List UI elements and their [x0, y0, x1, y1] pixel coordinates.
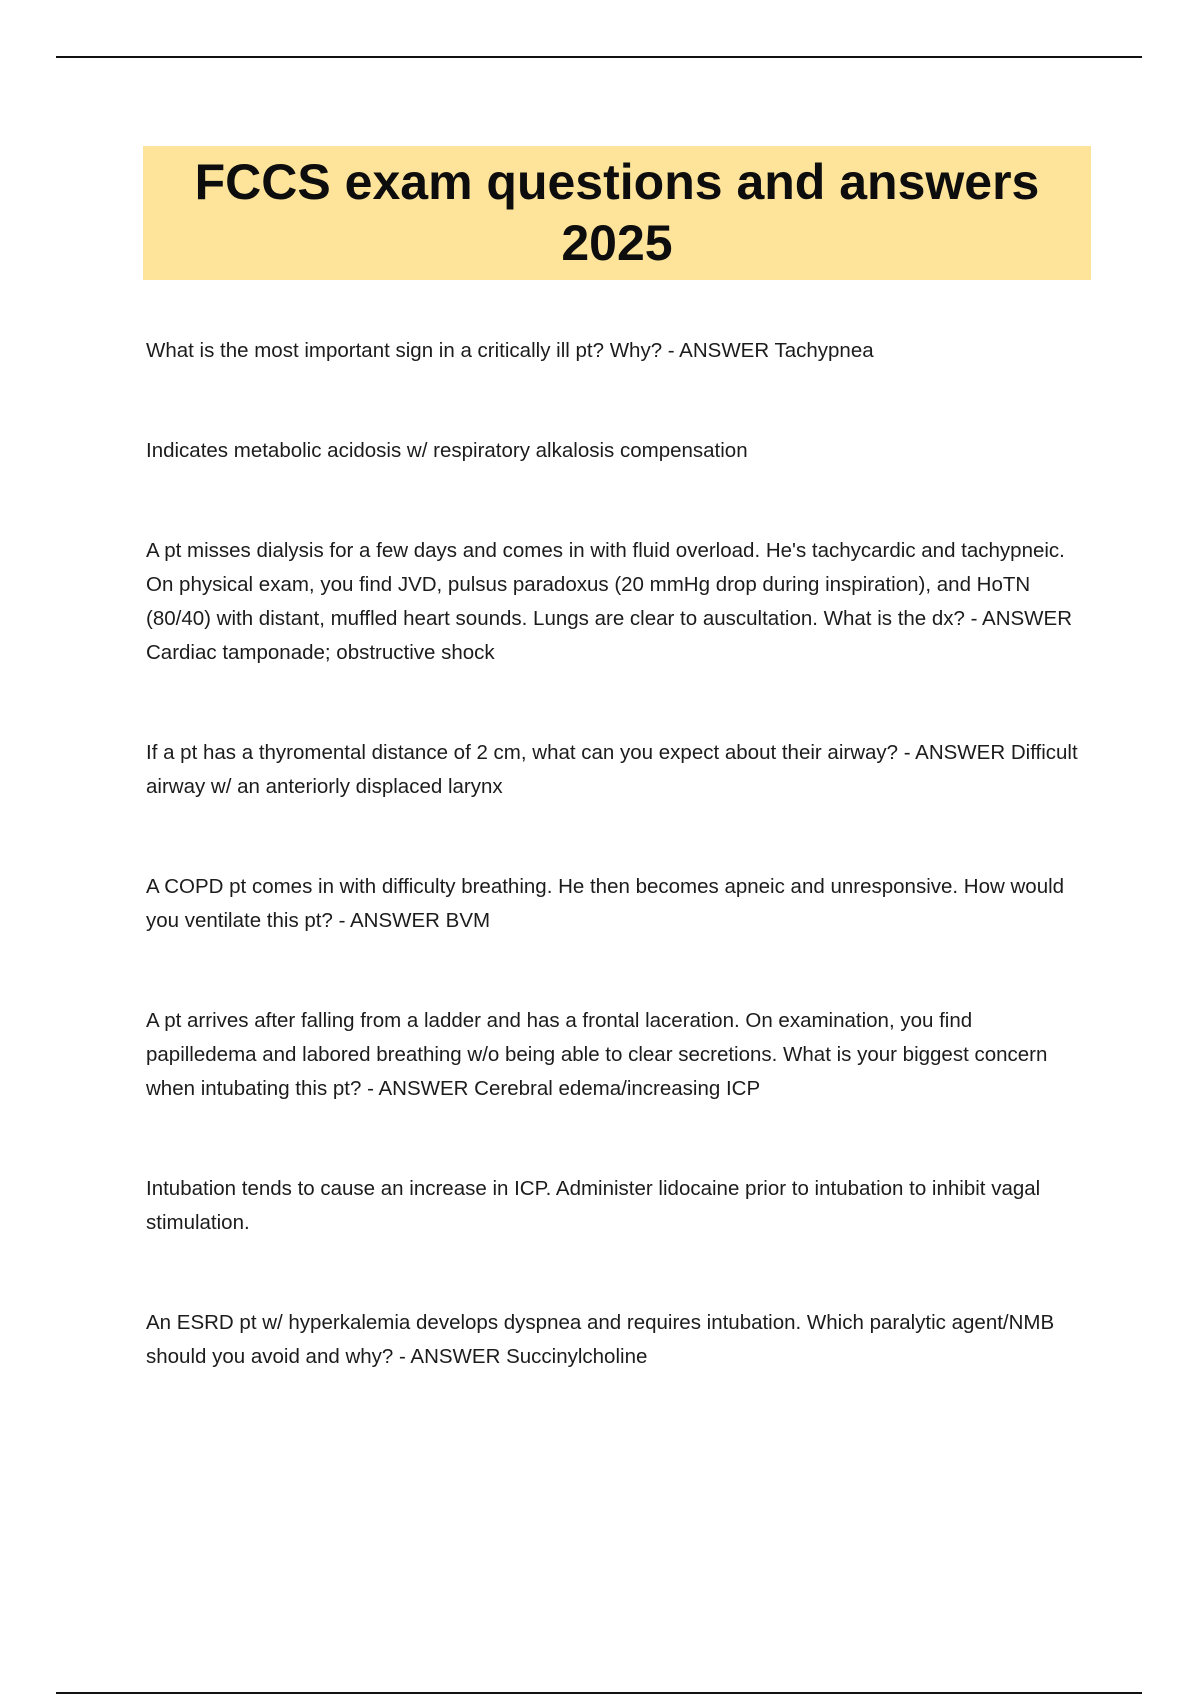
top-rule [56, 56, 1142, 58]
bottom-rule [56, 1692, 1142, 1694]
qa-entry: If a pt has a thyromental distance of 2 cm, what can you expect about their airway? - ANSWER Difficult airway w/ an anteriorly displaced larynx [146, 741, 1078, 798]
title-banner [143, 146, 1091, 280]
qa-entry: An ESRD pt w/ hyperkalemia develops dyspnea and requires intubation. Which paralytic agent/NMB should you avoid and why? - ANSWER Succinylcholine [146, 1311, 1055, 1368]
qa-entry: A COPD pt comes in with difficulty breathing. He then becomes apneic and unresponsive. How would you ventilate this pt? - ANSWER BVM [146, 875, 1065, 932]
qa-entry: What is the most important sign in a critically ill pt? Why? - ANSWER Tachypnea [146, 339, 874, 362]
qa-entry: A pt misses dialysis for a few days and comes in with fluid overload. He's tachycardic and tachypneic. On physical exam, you find JVD, pulsus paradoxus (20 mmHg drop during inspiration), and HoTN (80/40) with distant, muffled heart sounds. Lungs are clear to auscultation. What is the dx? - ANSWER Cardiac tamponade; obstructive shock [146, 539, 1073, 664]
document-title: FCCS exam questions and answers 2025 [194, 154, 1040, 271]
qa-entry: Intubation tends to cause an increase in ICP. Administer lidocaine prior to intubation to inhibit vagal stimulation. [146, 1177, 1041, 1234]
qa-entry: A pt arrives after falling from a ladder and has a frontal laceration. On examination, you find papilledema and labored breathing w/o being able to clear secretions. What is your biggest concern when intubating this pt? - ANSWER Cerebral edema/increasing ICP [146, 1009, 1048, 1100]
qa-entry: Indicates metabolic acidosis w/ respiratory alkalosis compensation [146, 439, 748, 462]
qa-list [146, 334, 1086, 1374]
